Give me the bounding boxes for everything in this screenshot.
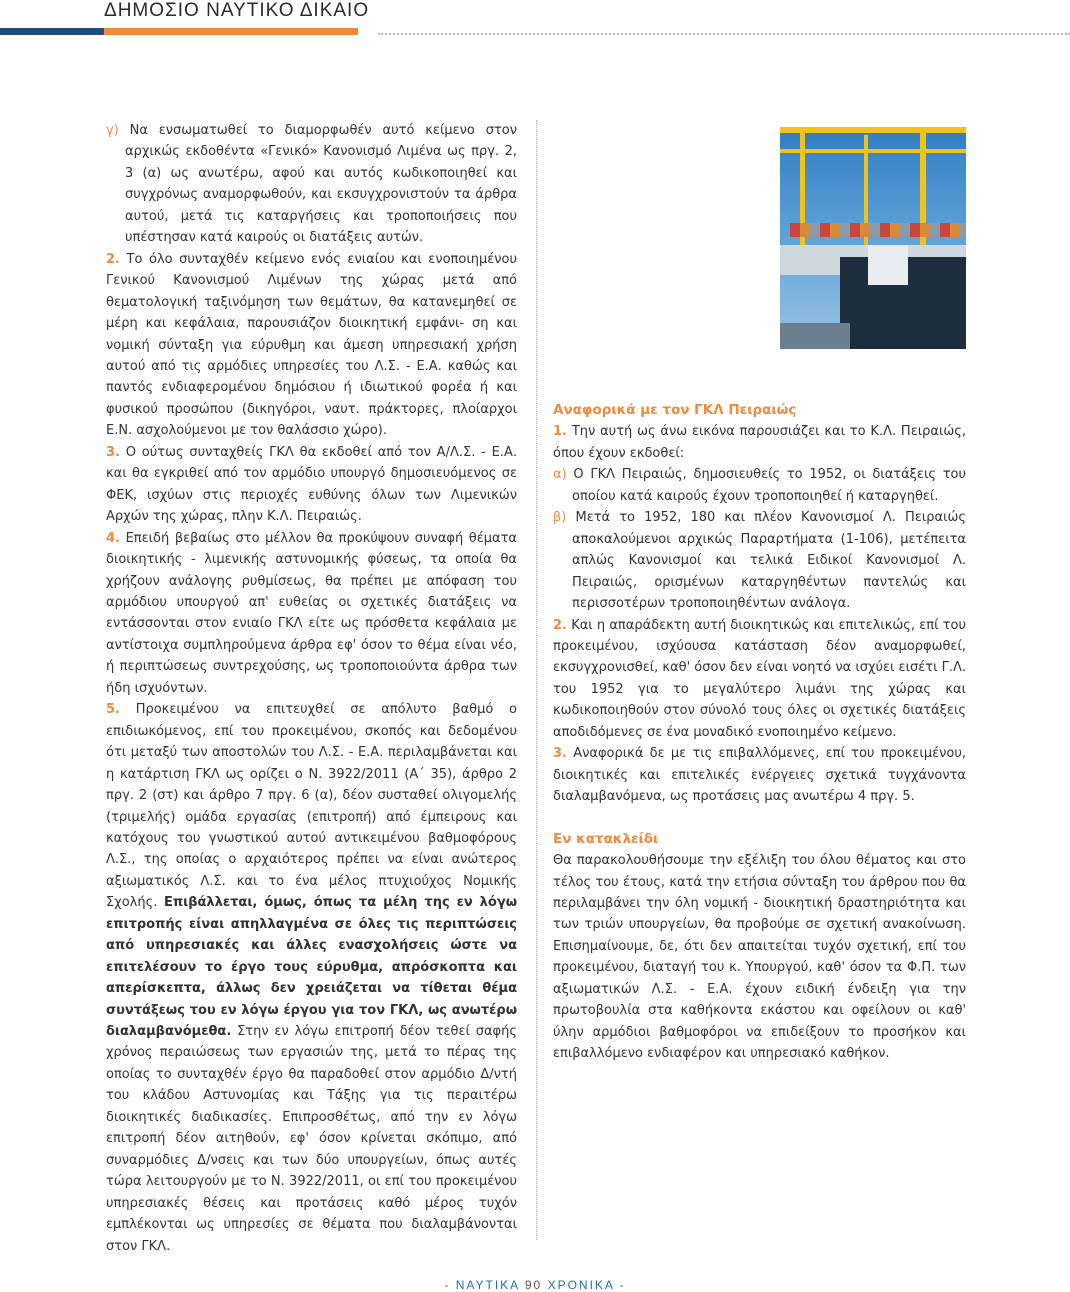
right-paragraph-3-number: 3. bbox=[553, 746, 567, 762]
running-header-title: ΔΗΜΟΣΙΟ ΝΑΥΤΙΚΟ ΔΙΚΑΙΟ bbox=[104, 0, 370, 21]
item-g-text: Να ενσωματωθεί το διαμορφωθέν αυτό κείμενο στον αρχικώς εκδοθέντα «Γενικό» Κανονισμό Λιμένα ως πργ. 2, 3 (α) ως ανωτέρω, αφού και αυτός κωδικοποιηθεί και συγχρόνως αναμορφωθούν, και εκσυγχρονιστούν τα άρθρα αυτού, μετά τις καταργήσεις και τροποποιήσεις που υπέστησαν κατά καιρούς οι διατάξεις αυτών. bbox=[125, 123, 517, 246]
paragraph-4-number: 4. bbox=[106, 530, 120, 546]
paragraph-3 bbox=[106, 442, 517, 528]
crane-boom-1 bbox=[780, 127, 966, 133]
right-item-b-text: Μετά το 1952, 180 και πλέον Κανονισμοί Λ. Πειραιώς αποκαλούμενοι αρχικώς Παραρτήματα (1-106), μετέπειτα απλώς Κανονισμοί και τελικά Ειδικοί Κανονισμοί Λ. Πειραιώς, ορισμένων καταργηθέντων παντελώς και περισσοτέρων τροποποιηθέντων ανάλογα. bbox=[572, 510, 966, 612]
right-paragraph-1-text: Την αυτή ως άνω εικόνα παρουσιάζει και το Κ.Λ. Πειραιώς, όπου έχουν εκδοθεί: bbox=[553, 424, 967, 461]
right-paragraph-1-number: 1. bbox=[553, 424, 567, 440]
right-item-a-marker: α) bbox=[553, 467, 567, 483]
right-paragraph-2-number: 2. bbox=[553, 617, 567, 633]
paragraph-4 bbox=[106, 528, 517, 700]
paragraph-3-number: 3. bbox=[106, 444, 120, 460]
right-text-column bbox=[553, 400, 966, 1065]
crane-leg-1 bbox=[800, 127, 805, 257]
paragraph-2-number: 2. bbox=[106, 251, 120, 267]
paragraph-5-text-b: Στην εν λόγω επιτροπή δέον τεθεί σαφής χρόνος περαιώσεως των εργασιών της, μετά το πέρας της οποίας το συνταχθέν έργο θα παραδοθεί στον αρμόδιο Δ/ντή του κλάδου Αστυνομίας και Τάξης για τις περαιτέρω διοικητικές διαδικασίες. Επιπροσθέτως, από την εν λόγω επιτροπή δέον αιτηθούν, εφ' όσον κρίνεται σκόπιμο, από συναρμόδιες Δ/νσεις και των δύο υπουργείων, όπως αυτές τώρα λειτουργούν με το Ν. 3922/2011, οι επί του προκειμένου υπηρεσιακές θέσεις και προτάσεις καθό μέρος τυχόν εμπλέκονται ως υπηρεσίες σε θέματα που διαλαμβάνονται στον ΓΚΛ. bbox=[106, 1024, 517, 1254]
paragraph-5-text-a: Προκειμένου να επιτευχθεί σε απόλυτο βαθμό ο επιδιωκόμενος, επί του προκειμένου, σκοπός και δεδομένου ότι μεταξύ των αποστολών του Λ.Σ. - Ε.Α. περιλαμβάνεται και η κατάρτιση ΓΚΛ ως ορίζει ο Ν. 3922/2011 (Α΄ 35), άρθρο 2 πργ. 2 (στ) και άρθρο 7 πργ. 6 (α), δέον συσταθεί ολιγομελής (τριμελής) ομάδα εργασίας (επιτροπή) από έμπειρους και κατόχους του γνωστικού αυτού αντικειμένου βαθμοφόρους Λ.Σ., της οποίας ο αρχαιότερος πρέπει να είναι ανώτερος αξιωματικός Λ.Σ. και το ένα μέλος πτυχιούχος Νομικής Σχολής. bbox=[106, 702, 517, 911]
quay-water bbox=[780, 323, 850, 349]
right-paragraph-1 bbox=[553, 421, 966, 464]
paragraph-4-text: Επειδή βεβαίως στο μέλλον θα προκύψουν συναφή θέματα διοικητικής - λιμενικής αστυνομικής φύσεως, τα οποία θα χρήζουν ανάλογης ρυθμίσεως, θα πρέπει με απόφαση του αρμόδιου υπουργού απ' ευθείας οι σχετικές διατάξεις να εντάσσονται στον ενιαίο ΓΚΛ είτε ως πρόσθετα κεφάλαια με αντίστοιχα συμπληρούμενα άρθρα εφ' όσον το θέμα είναι νέο, ή περιπτώσεως συντρεχούσης, ως τροποποιούντα άρθρα των ήδη ισχυόντων. bbox=[106, 530, 517, 696]
right-item-a bbox=[553, 464, 966, 507]
right-item-b bbox=[553, 507, 966, 614]
paragraph-5 bbox=[106, 699, 517, 1257]
right-paragraph-3-text: Αναφορικά δε με τις επιβαλλόμενες, επί του προκειμένου, διοικητικές και επιτελικές ενέργειες σχετικά τυγχάνοντα διαλαμβανόμενα, ως προτάσεις μας ανωτέρω 4 πργ. 5. bbox=[553, 746, 966, 805]
ship-bridge bbox=[868, 245, 908, 285]
item-g-marker: γ) bbox=[106, 123, 119, 138]
paragraph-3-text: Ο ούτως συνταχθείς ΓΚΛ θα εκδοθεί από τον Α/Λ.Σ. - Ε.Α. και θα εγκριθεί από τον αρμόδιο υπουργό δημοσιευόμενος σε ΦΕΚ, ισχύων στις περιοχές ευθύνης όλων των Λιμενικών Αρχών της χώρας, πλην Κ.Λ. Πειραιώς. bbox=[106, 444, 517, 525]
page-number: 90 bbox=[524, 1278, 543, 1292]
item-g-paragraph bbox=[106, 120, 517, 249]
right-item-b-marker: β) bbox=[553, 510, 567, 526]
paragraph-2 bbox=[106, 249, 517, 442]
header-bar-blue bbox=[0, 28, 104, 35]
header-dotted-rule bbox=[378, 33, 1070, 35]
conclusion-paragraph: Θα παρακολουθήσουμε την εξέλιξη του όλου θέματος και στο τέλος του έτους, κατά την ετήσια σύνταξη του άρθρου που θα περιλαμβάνει την όλη νομική - διοικητική δραστηριότητα και των τριών υπουργείων, θα προβούμε σε σχετική ανακοίνωση. Επισημαίνουμε, δε, ότι δεν απαιτείται τυχόν σχετική, επί του προκειμένου, διαταγή του κ. Υπουργού, καθ' όσον τα Φ.Π. των αξιωματικών Λ.Σ. - Ε.Α. έχουν ειδική ένδειξη για την πρωτοβουλία στα καθήκοντα εκάστου και οφείλουν οι καθ' ύλην αρμόδιοι βαθμοφόροι να επιδείξουν το προσήκον και επιβαλλόμενο ενδιαφέρον και υπηρεσιακό καθήκον. bbox=[553, 853, 966, 1062]
footer-left: - ΝΑΥΤΙΚΑ bbox=[444, 1278, 520, 1292]
container-stack bbox=[790, 223, 966, 237]
paragraph-5-bold-text: Επιβάλλεται, όμως, όπως τα μέλη της εν λόγω επιτροπής είναι απηλλαγμένα σε όλες τις περιπτώσεις από υπηρεσιακές και άλλες ενασχολήσεις ώστε να επιτελέσουν το έργο τους εύρυθμα, απρόσκοπτα και απερίσκεπτα, άλλως δεν χρειάζεται να τίθεται θέμα συντάξεως του εν λόγω έργου για τον ΓΚΛ, ως ανωτέρω διαλαμβανόμεθα. bbox=[106, 895, 517, 1040]
column-divider bbox=[536, 120, 537, 1240]
page-footer bbox=[0, 1278, 1070, 1292]
left-text-column bbox=[106, 120, 517, 1257]
paragraph-2-text: Το όλο συνταχθέν κείμενο ενός ενιαίου και ενοποιημένου Γενικού Κανονισμού Λιμένων της χώρας μετά από θεματολογική ταξινόμηση των θεμάτων, θα κατανεμηθεί σε μέρη και κεφάλαια, παρουσιάζον διοικητική εμφάνι- ση και νομική σύνταξη για εύρυθμη και άμεση υπηρεσιακή χρήση αυτού από τις αρμόδιες υπηρεσίες του Λ.Σ. - Ε.Α. καθώς και παντός ενδιαφερομένου δημόσιου ή ιδιωτικού φορέα ή και φυσικού προσώπου (δικηγόροι, ναυτ. πράκτορες, πλοίαρχοι Ε.Ν. ασχολούμενοι με τον θαλάσσιο χώρο). bbox=[106, 251, 517, 439]
footer-right: ΧΡΟΝΙΚΑ - bbox=[547, 1278, 626, 1292]
section-heading-conclusion: Εν κατακλείδι bbox=[553, 830, 659, 847]
right-paragraph-3 bbox=[553, 743, 966, 807]
right-paragraph-2-text: Και η απαράδεκτη αυτή διοικητικώς και επιτελικώς, επί του προκειμένου, ισχύουσα κατάσταση δέον αναμορφωθεί, εκσυγχρονισθεί, καθ' όσον δεν είναι νοητό να ισχύει εισέτι Γ.Λ. του 1952 για το μεγαλύτερο λιμάνι της χώρας και κωδικοποιηθούν στον σύνολό τους όλες οι σχετικές διατάξεις αποδιδόμενες σε ένα μοναδικό ενοποιημένο κείμενο. bbox=[553, 617, 967, 740]
section-spacer bbox=[553, 808, 966, 829]
paragraph-5-number: 5. bbox=[106, 702, 120, 718]
header-bar-orange bbox=[104, 28, 358, 35]
crane-boom-2 bbox=[780, 149, 966, 153]
right-item-a-text: Ο ΓΚΛ Πειραιώς, δημοσιευθείς το 1952, οι διατάξεις του οποίου κατά καιρούς έχουν τροποποιηθεί ή καταργηθεί. bbox=[572, 467, 966, 504]
section-heading-piraeus: Αναφορικά με τον ΓΚΛ Πειραιώς bbox=[553, 402, 797, 418]
right-paragraph-2 bbox=[553, 615, 966, 744]
container-ship-port-photo bbox=[780, 127, 966, 349]
